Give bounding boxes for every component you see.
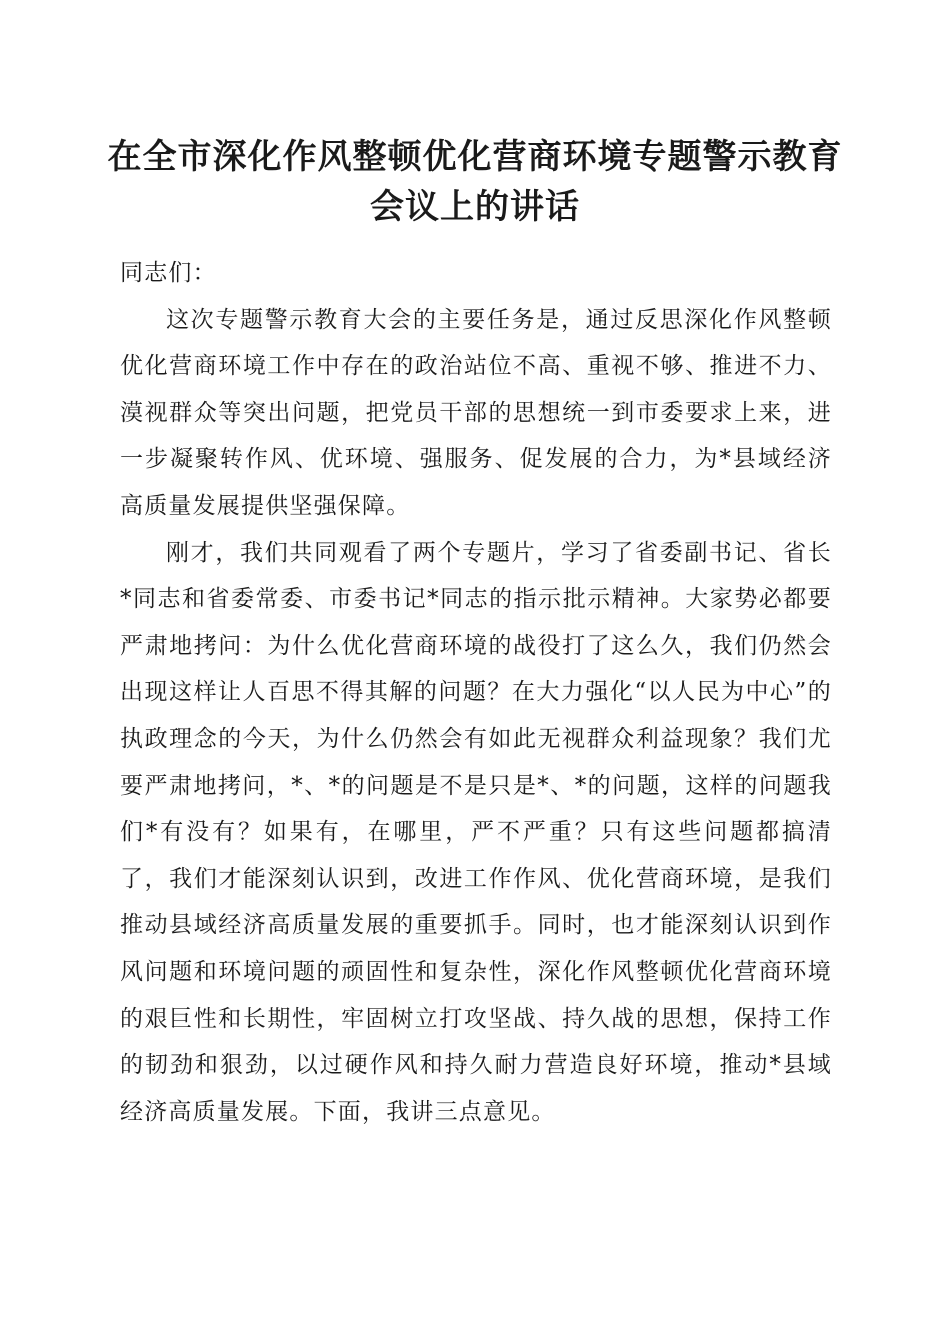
salutation: 同志们： bbox=[120, 260, 217, 286]
paragraph-2: 刚才，我们共同观看了两个专题片，学习了省委副书记、省长*同志和省委常委、市委书记*同志的指示批示精神。大家势必都要严肃地拷问：为什么优化营商环境的战役打了这么久，我们仍然会出现这样让人百思不得其解的问题？在大力强化“以人民为中心”的执政理念的今天，为什么仍然会有如此无视群众利益现象？我们尤要严肃地拷问，*、*的问题是不是只是*、*的问题，这样的问题我们*有没有？如果有，在哪里，严不严重？只有这些问题都搞清了，我们才能深刻认识到，改进工作作风、优化营商环境，是我们推动县域经济高质量发展的重要抓手。同时，也才能深刻认识到作风问题和环境问题的顽固性和复杂性，深化作风整顿优化营商环境的艰巨性和长期性，牢固树立打攻坚战、持久战的思想，保持工作的韧劲和狠劲，以过硬作风和持久耐力营造良好环境，推动*县域经济高质量发展。下面，我讲三点意见。 bbox=[120, 539, 832, 1125]
document-title: 在全市深化作风整顿优化营商环境专题警示教育会议上的讲话 bbox=[107, 137, 843, 227]
paragraph-1: 这次专题警示教育大会的主要任务是，通过反思深化作风整顿优化营商环境工作中存在的政治站位不高、重视不够、推进不力、漠视群众等突出问题，把党员干部的思想统一到市委要求上来，进一步凝聚转作风、优环境、强服务、促发展的合力，为*县域经济高质量发展提供坚强保障。 bbox=[120, 306, 832, 519]
document-body bbox=[120, 250, 832, 1135]
